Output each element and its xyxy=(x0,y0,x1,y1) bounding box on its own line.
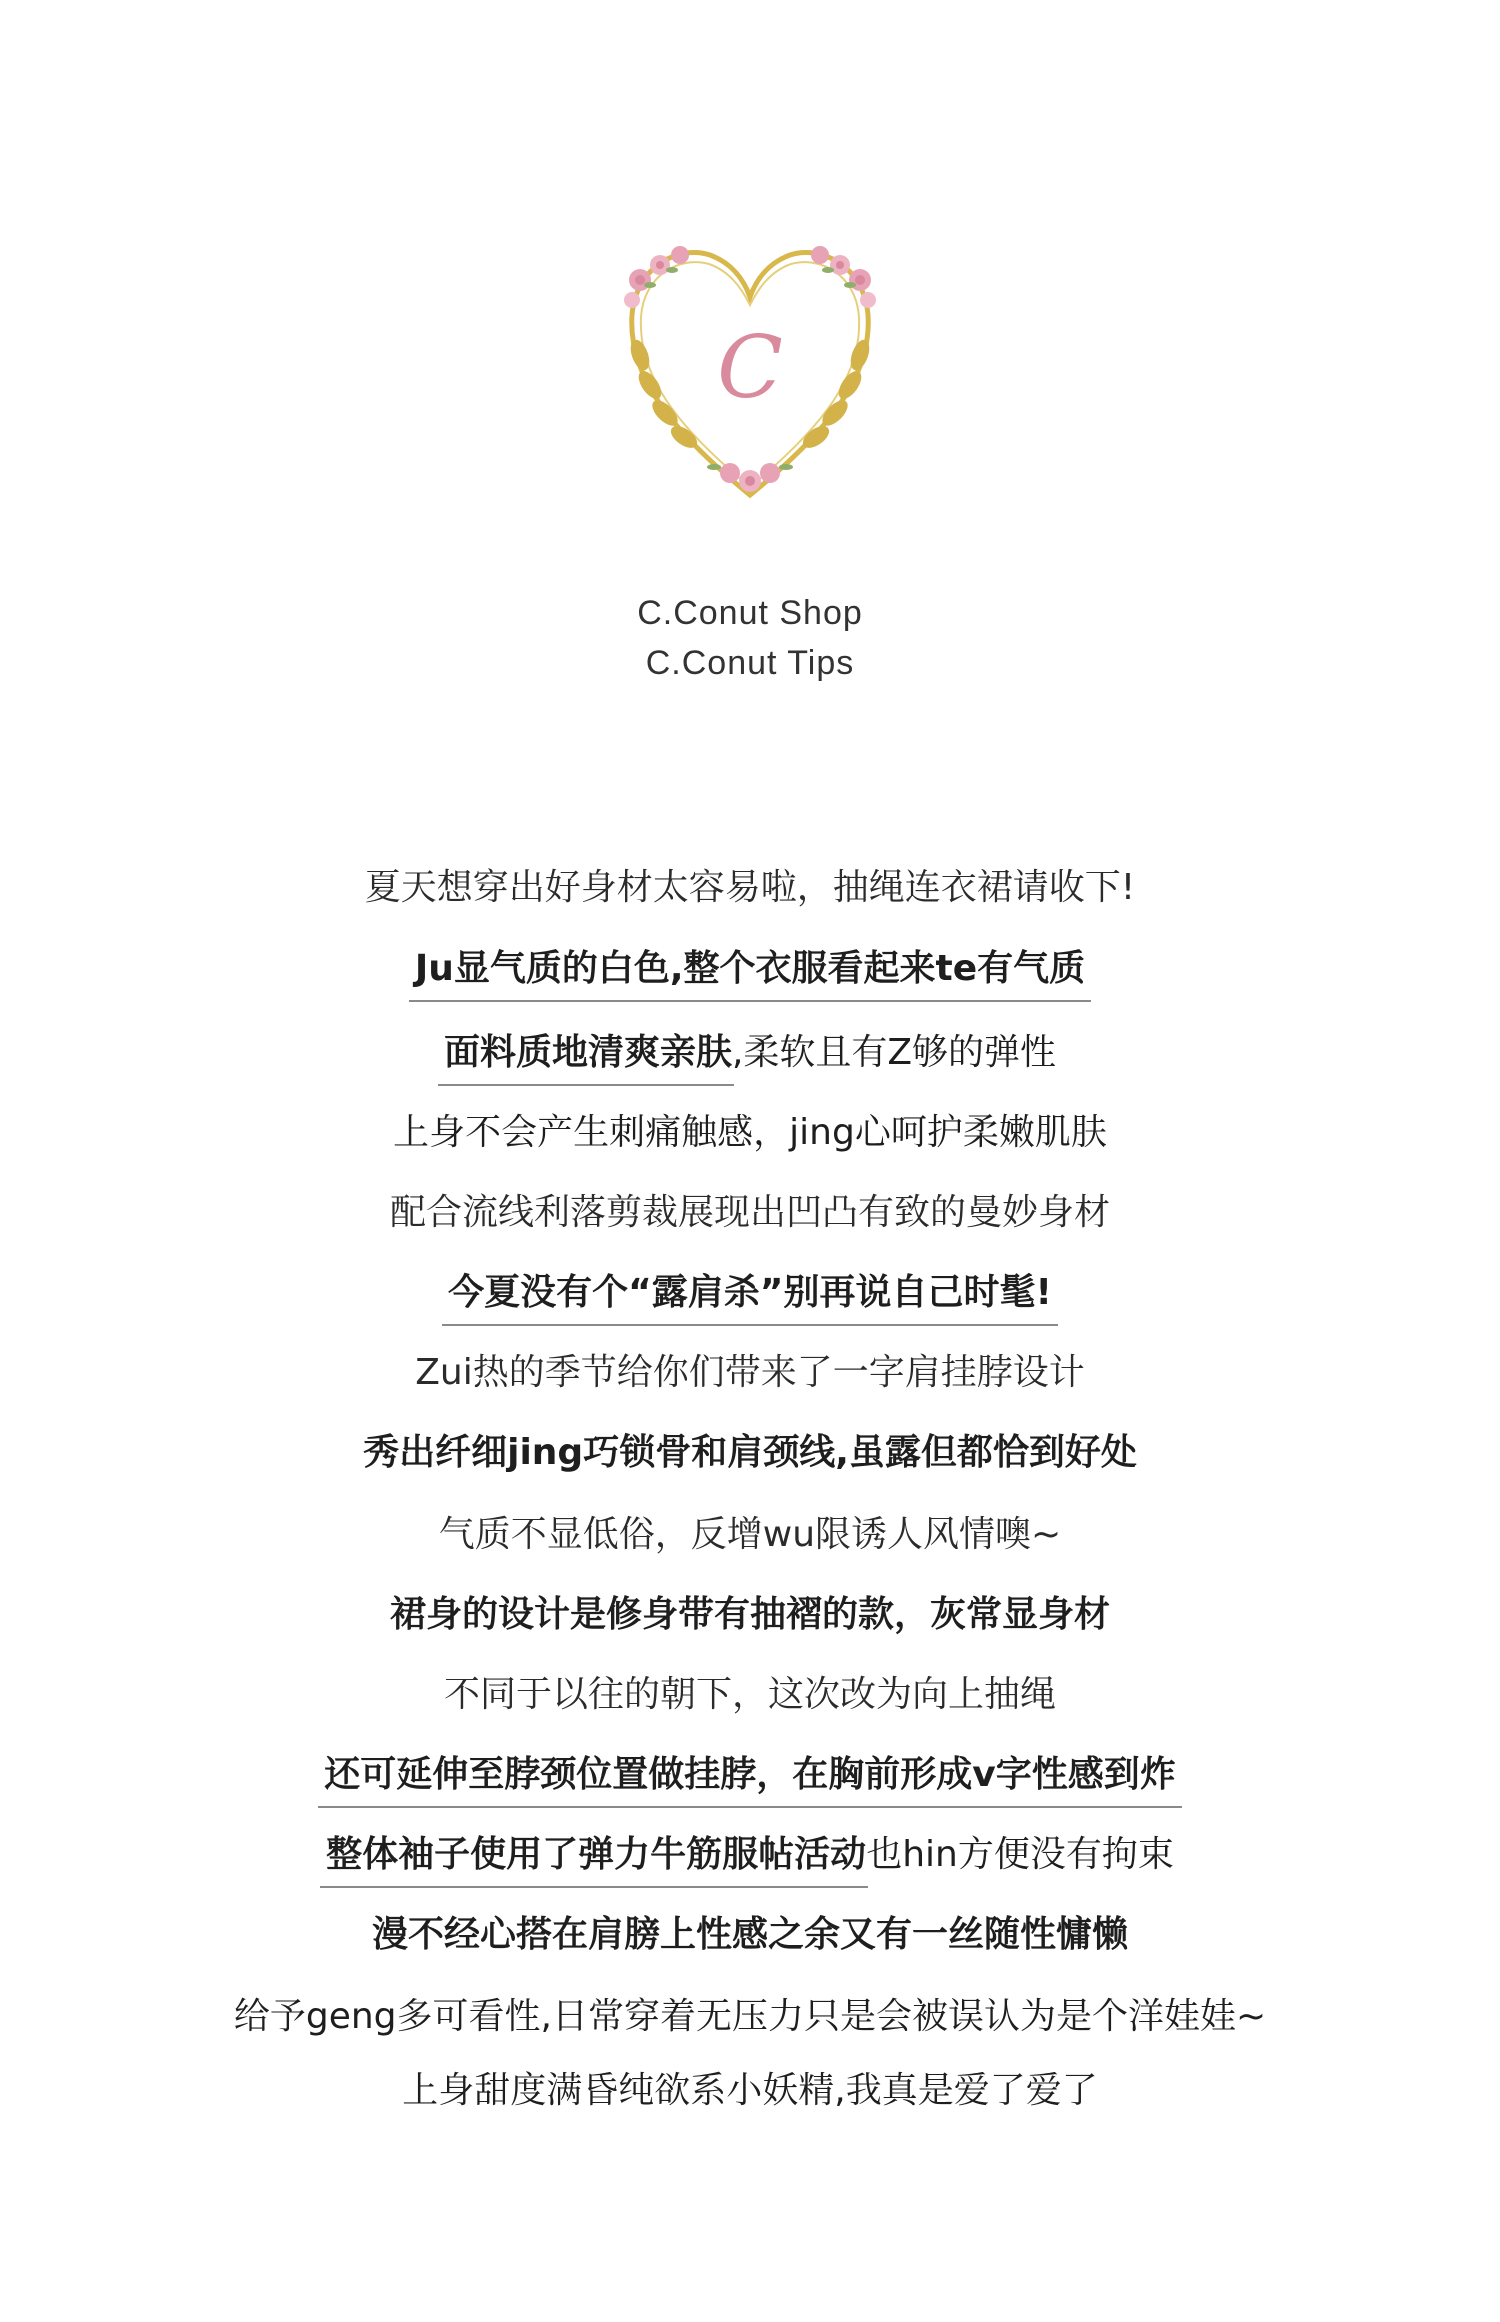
desc-text: 气质不显低俗，反增wu限诱人风情噢~ xyxy=(438,1514,1062,1555)
desc-line-10 xyxy=(0,1590,1500,1640)
desc-line-1 xyxy=(0,863,1500,913)
shop-name: C.Conut Shop xyxy=(637,594,863,632)
shop-header xyxy=(0,588,1500,688)
desc-rest-part: ,柔软且有Z够的弹性 xyxy=(731,1032,1057,1073)
desc-text: Zui热的季节给你们带来了一字肩挂脖设计 xyxy=(415,1352,1085,1393)
desc-line-12 xyxy=(0,1750,1500,1800)
heart-wreath-icon xyxy=(610,225,890,515)
desc-underlined-part: 面料质地清爽亲肤 xyxy=(444,1028,732,1078)
desc-text: Ju显气质的白色,整个衣服看起来te有气质 xyxy=(415,944,1085,994)
desc-line-11 xyxy=(0,1670,1500,1720)
logo-letter: C xyxy=(717,318,783,418)
desc-line-7 xyxy=(0,1348,1500,1398)
desc-line-16 xyxy=(0,2066,1500,2116)
desc-line-15 xyxy=(0,1992,1500,2042)
desc-text: 裙身的设计是修身带有抽褶的款，灰常显身材 xyxy=(389,1594,1110,1635)
desc-text: 今夏没有个“露肩杀”别再说自己时髦! xyxy=(448,1268,1052,1318)
desc-text: 给予geng多可看性,日常穿着无压力只是会被误认为是个洋娃娃~ xyxy=(233,1996,1267,2037)
desc-rest-part: 也hin方便没有拘束 xyxy=(866,1834,1174,1875)
desc-line-3 xyxy=(0,1028,1500,1078)
desc-line-14 xyxy=(0,1910,1500,1960)
shop-tips: C.Conut Tips xyxy=(645,644,855,682)
desc-underlined-part: 整体袖子使用了弹力牛筋服帖活动 xyxy=(326,1830,866,1880)
desc-line-4 xyxy=(0,1108,1500,1158)
desc-text xyxy=(326,1830,1174,1880)
desc-text: 不同于以往的朝下，这次改为向上抽绳 xyxy=(443,1674,1056,1715)
desc-line-6 xyxy=(0,1268,1500,1318)
desc-text: 配合流线利落剪裁展现出凹凸有致的曼妙身材 xyxy=(389,1192,1110,1233)
desc-line-5 xyxy=(0,1188,1500,1238)
desc-line-8 xyxy=(0,1428,1500,1478)
desc-text: 上身甜度满昏纯欲系小妖精,我真是爱了爱了 xyxy=(402,2070,1098,2111)
desc-text: 还可延伸至脖颈位置做挂脖，在胸前形成v字性感到炸 xyxy=(324,1750,1175,1800)
desc-text: 漫不经心搭在肩膀上性感之余又有一丝随性慵懒 xyxy=(371,1914,1128,1955)
shop-logo xyxy=(610,225,890,515)
desc-line-9 xyxy=(0,1510,1500,1560)
desc-text: 秀出纤细jing巧锁骨和肩颈线,虽露但都恰到好处 xyxy=(363,1432,1137,1473)
desc-text: 上身不会产生刺痛触感，jing心呵护柔嫩肌肤 xyxy=(393,1112,1107,1153)
desc-text xyxy=(444,1028,1056,1078)
desc-line-13 xyxy=(0,1830,1500,1880)
desc-line-2 xyxy=(0,944,1500,994)
desc-text: 夏天想穿出好身材太容易啦，抽绳连衣裙请收下! xyxy=(364,867,1136,908)
